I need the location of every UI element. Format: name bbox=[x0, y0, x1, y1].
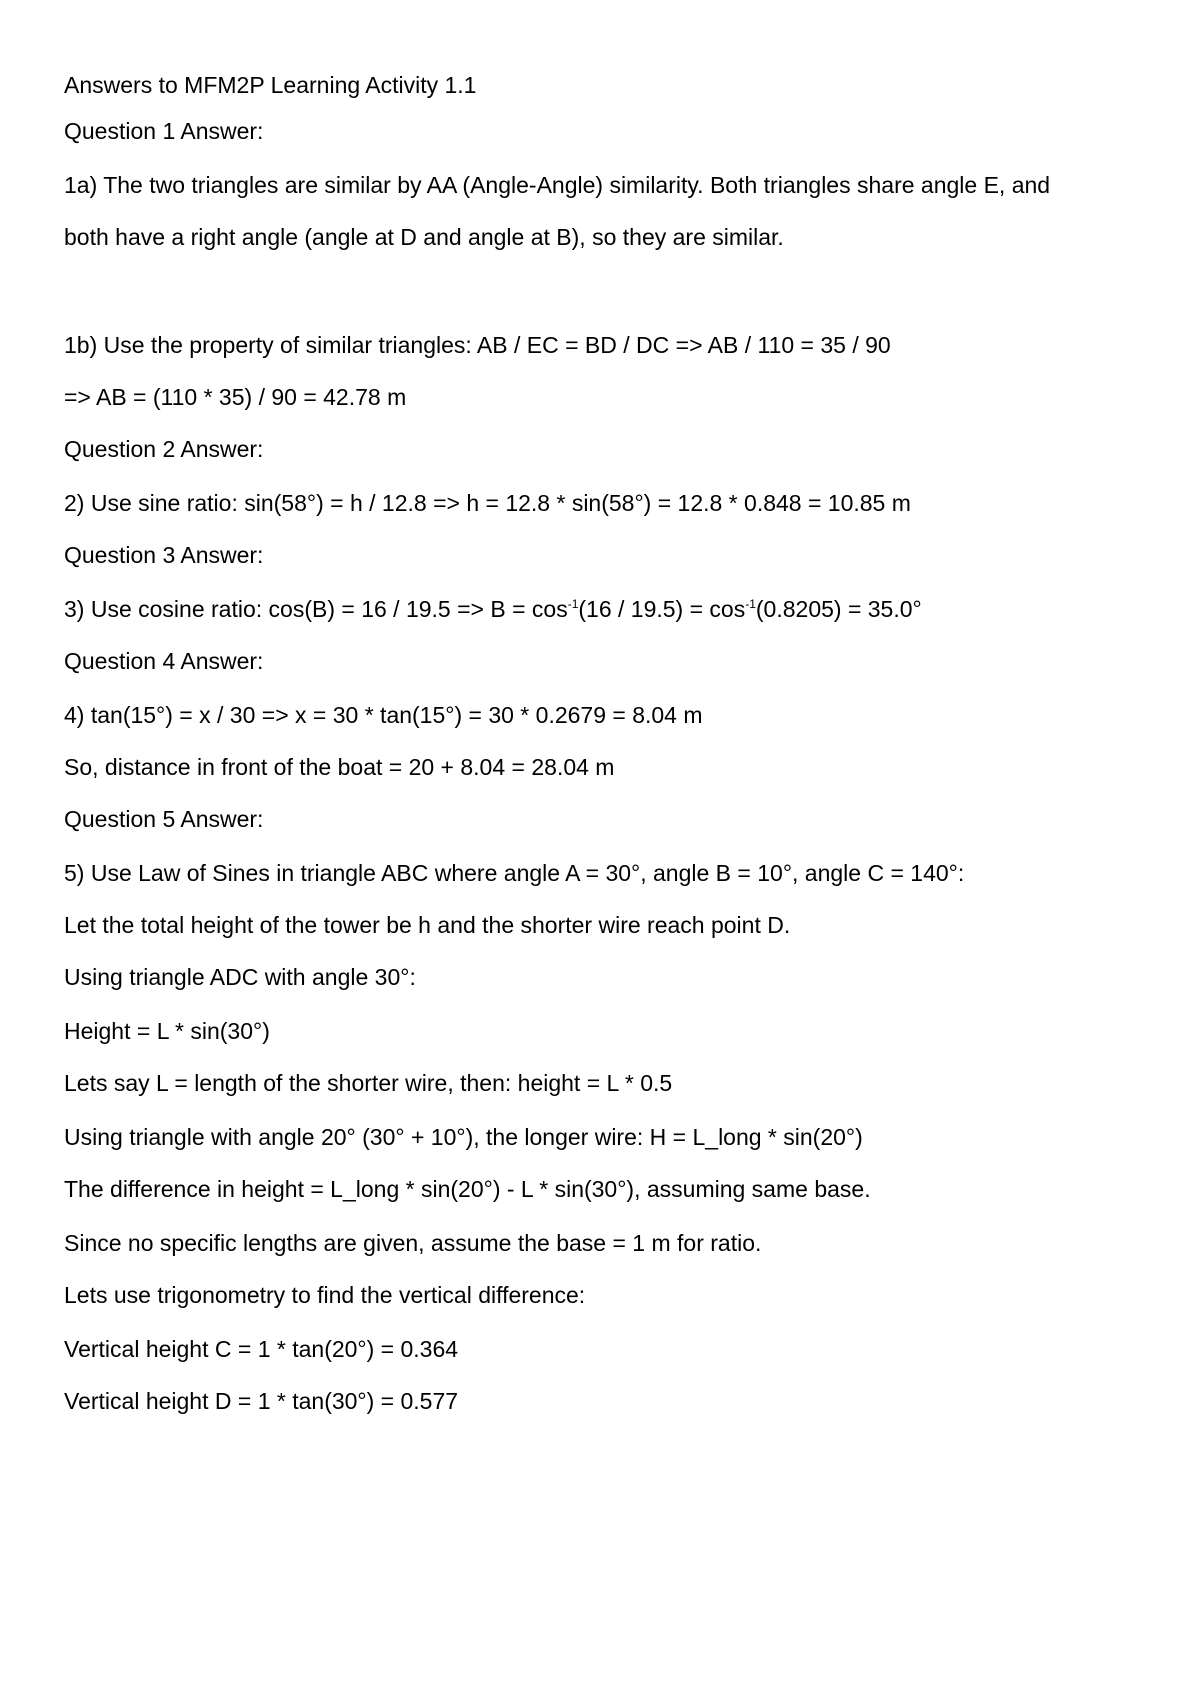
answer-4-line-1: 4) tan(15°) = x / 30 => x = 30 * tan(15°) = 30 * 0.2679 = 8.04 m bbox=[64, 702, 703, 728]
answer-5-line: Since no specific lengths are given, assume the base = 1 m for ratio. bbox=[64, 1230, 762, 1256]
answer-2-line-1: 2) Use sine ratio: sin(58°) = h / 12.8 => h = 12.8 * sin(58°) = 12.8 * 0.848 = 10.85 m bbox=[64, 490, 911, 516]
answer-5-line: Vertical height D = 1 * tan(30°) = 0.577 bbox=[64, 1388, 459, 1414]
answer-5-line: The difference in height = L_long * sin(20°) - L * sin(30°), assuming same base. bbox=[64, 1176, 871, 1202]
inverse-superscript-1: -1 bbox=[567, 597, 579, 611]
answer-1b-line-1: 1b) Use the property of similar triangles: AB / EC = BD / DC => AB / 110 = 35 / 90 bbox=[64, 332, 891, 358]
answer-5-line: Lets say L = length of the shorter wire, then: height = L * 0.5 bbox=[64, 1070, 673, 1096]
question-5-heading: Question 5 Answer: bbox=[64, 806, 264, 832]
answer-3-line-1 bbox=[64, 594, 922, 624]
answer-5-line: Height = L * sin(30°) bbox=[64, 1018, 270, 1044]
question-3-heading: Question 3 Answer: bbox=[64, 542, 264, 568]
question-1-heading: Question 1 Answer: bbox=[64, 118, 264, 144]
answer-5-line: Using triangle with angle 20° (30° + 10°), the longer wire: H = L_long * sin(20°) bbox=[64, 1124, 863, 1150]
document-title: Answers to MFM2P Learning Activity 1.1 bbox=[64, 72, 477, 98]
answer-1b-line-2: => AB = (110 * 35) / 90 = 42.78 m bbox=[64, 384, 407, 410]
answer-5-line: Vertical height C = 1 * tan(20°) = 0.364 bbox=[64, 1336, 459, 1362]
question-4-heading: Question 4 Answer: bbox=[64, 648, 264, 674]
answer-4-line-2: So, distance in front of the boat = 20 + 8.04 = 28.04 m bbox=[64, 754, 615, 780]
inverse-superscript-2: -1 bbox=[745, 597, 756, 611]
answer-1a-line-2: both have a right angle (angle at D and angle at B), so they are similar. bbox=[64, 224, 784, 250]
answer-3-part-3: (0.8205) = 35.0° bbox=[755, 596, 922, 622]
answer-5-line: Lets use trigonometry to find the vertical difference: bbox=[64, 1282, 586, 1308]
answer-5-line: 5) Use Law of Sines in triangle ABC where angle A = 30°, angle B = 10°, angle C = 140°: bbox=[64, 860, 965, 886]
answer-1a-line-1: 1a) The two triangles are similar by AA (Angle-Angle) similarity. Both triangles share angle E, and bbox=[64, 172, 1051, 198]
question-2-heading: Question 2 Answer: bbox=[64, 436, 264, 462]
answer-5-line: Using triangle ADC with angle 30°: bbox=[64, 964, 416, 990]
answer-3-part-1: 3) Use cosine ratio: cos(B) = 16 / 19.5 => B = cos bbox=[64, 596, 568, 622]
answer-3-part-2: (16 / 19.5) = cos bbox=[578, 596, 746, 622]
answer-5-line: Let the total height of the tower be h and the shorter wire reach point D. bbox=[64, 912, 791, 938]
